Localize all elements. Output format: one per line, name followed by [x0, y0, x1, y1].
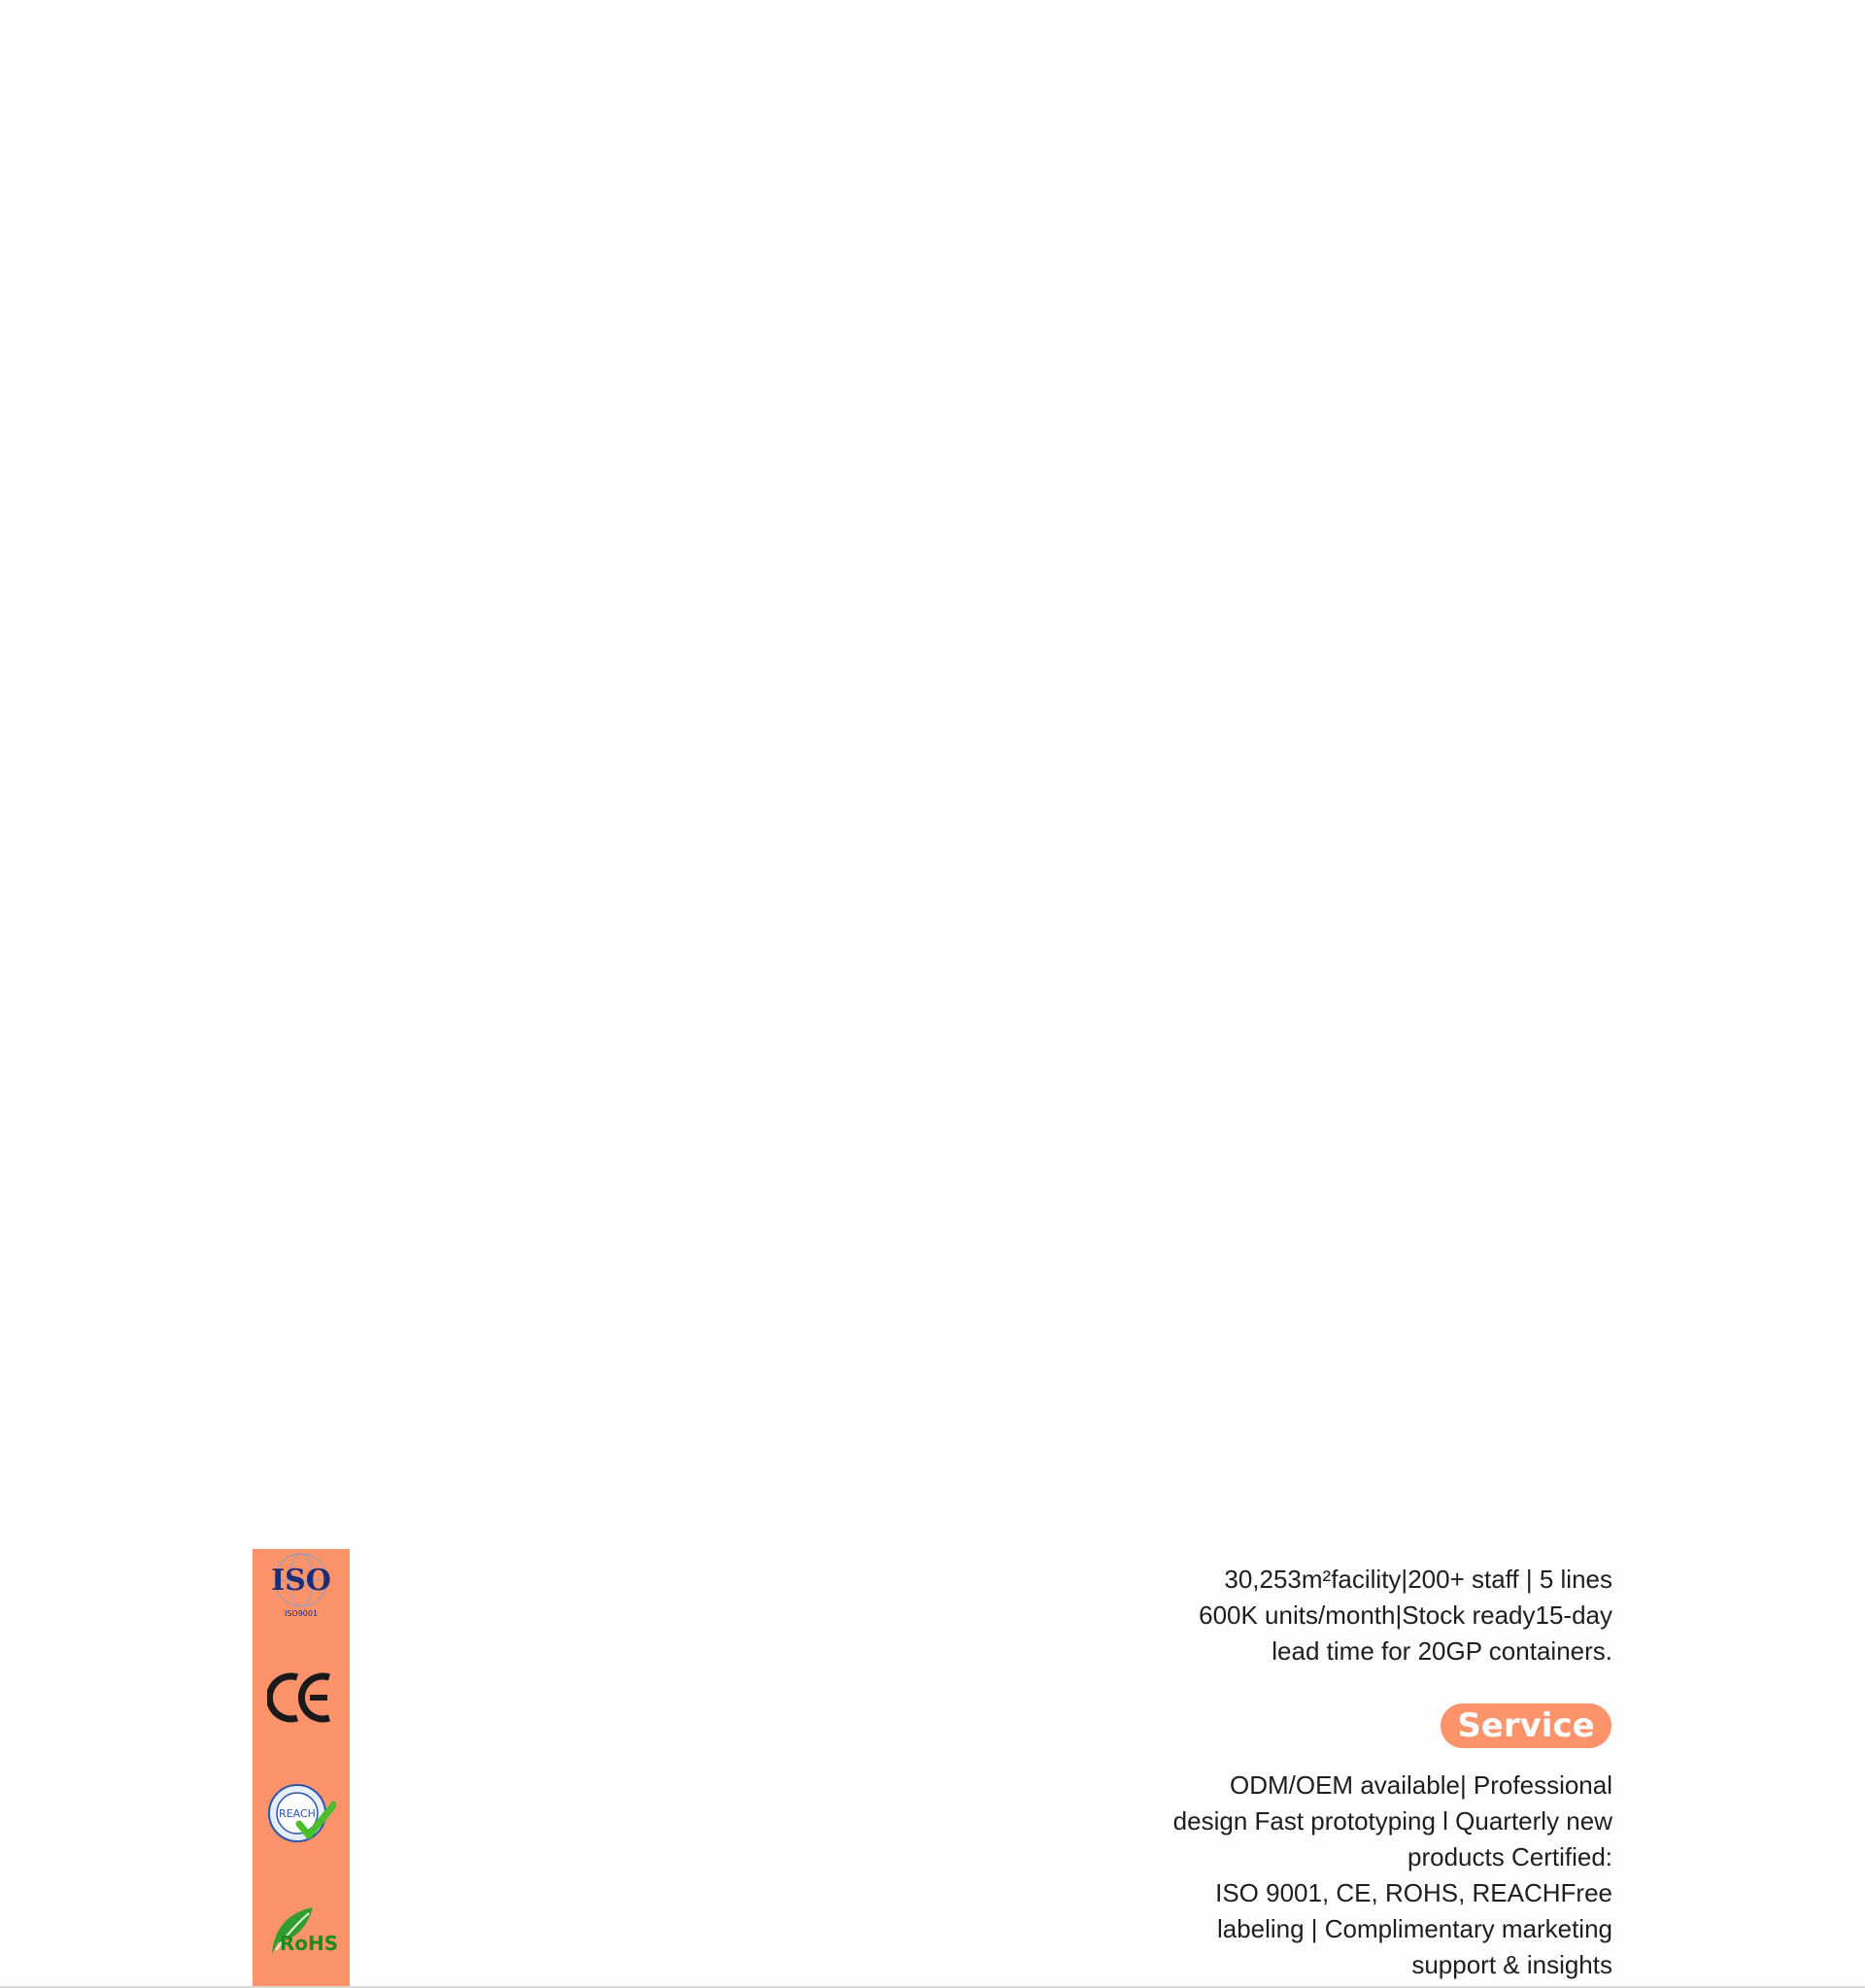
reach-compliant-icon	[266, 1781, 336, 1845]
service-line: ISO 9001, CE, ROHS, REACHFree	[1215, 1878, 1612, 1907]
facility-description	[1107, 1562, 1612, 1669]
rohs-label: RoHS	[279, 1932, 338, 1955]
rohs-badge	[253, 1896, 350, 1966]
service-line: labeling | Complimentary marketing	[1216, 1914, 1612, 1943]
reach-badge	[253, 1778, 350, 1848]
certification-strip	[253, 1549, 350, 1988]
service-description	[1107, 1768, 1612, 1983]
service-line: design Fast prototyping l Quarterly new	[1172, 1806, 1612, 1836]
iso-9001-icon	[264, 1551, 338, 1621]
iso-label: ISO	[271, 1563, 331, 1598]
rohs-icon	[264, 1902, 338, 1960]
facility-line: 600K units/month|Stock ready15-day	[1199, 1601, 1612, 1630]
facility-line: 30,253m²facility|200+ staff | 5 lines	[1224, 1565, 1612, 1594]
service-badge: Service	[1441, 1703, 1611, 1748]
ce-badge	[253, 1664, 350, 1732]
service-line: support & insights	[1411, 1950, 1612, 1979]
service-line: ODM/OEM available| Professional	[1229, 1770, 1612, 1800]
ce-mark-icon	[267, 1670, 335, 1725]
reach-label: REACH	[279, 1807, 316, 1820]
iso-9001-badge	[253, 1549, 350, 1622]
facility-line: lead time for 20GP containers.	[1272, 1636, 1612, 1666]
service-line: products Certified:	[1407, 1842, 1612, 1871]
iso-sublabel: ISO9001	[284, 1608, 319, 1618]
